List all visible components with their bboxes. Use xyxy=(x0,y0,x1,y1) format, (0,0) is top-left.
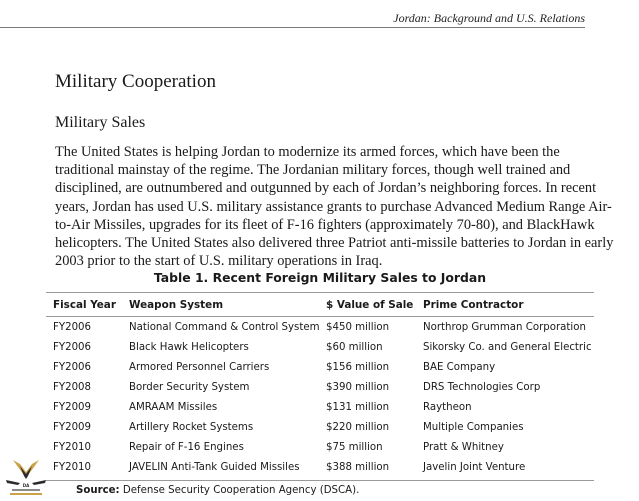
table-source-note xyxy=(76,485,359,496)
cell-contractor: Pratt & Whitney xyxy=(423,442,504,453)
cell-value: $450 million xyxy=(326,322,390,333)
arab-defense-forum-logo-icon xyxy=(4,454,48,498)
table-top-rule xyxy=(46,292,594,293)
body-paragraph: The United States is helping Jordan to modernize its armed forces, which have been the traditional mainstay of the regime. The Jordanian military forces, though well trained and disciplined, are outnumbered and outgunned by each of Jordan’s neighboring forces. In recent years, Jordan has used U.S. military assistance grants to purchase Advanced Medium Range Air-to-Air Missiles, upgrades for its fleet of F-16 fighters (approximately 70-80), and BlackHawk helicopters. The United States also delivered three Patriot anti-missile batteries to Jordan in early 2003 prior to the start of U.S. military operations in Iraq. xyxy=(55,144,614,270)
cell-fiscal-year: FY2009 xyxy=(53,422,92,433)
source-label: Source: xyxy=(76,485,120,496)
cell-value: $220 million xyxy=(326,422,390,433)
cell-fiscal-year: FY2009 xyxy=(53,402,92,413)
cell-weapon-system: Armored Personnel Carriers xyxy=(129,362,270,373)
table-title: Table 1. Recent Foreign Military Sales to Jordan xyxy=(153,270,487,285)
cell-contractor: Sikorsky Co. and General Electric xyxy=(423,342,592,353)
cell-fiscal-year: FY2006 xyxy=(53,362,92,373)
subsection-title: Military Sales xyxy=(55,114,146,131)
source-text: Defense Security Cooperation Agency (DSCA). xyxy=(122,485,360,496)
cell-contractor: Northrop Grumman Corporation xyxy=(423,322,586,333)
cell-weapon-system: National Command & Control System xyxy=(129,322,320,333)
cell-value: $75 million xyxy=(326,442,383,453)
header-value-of-sale: $ Value of Sale xyxy=(326,299,414,311)
cell-fiscal-year: FY2010 xyxy=(53,442,92,453)
cell-weapon-system: JAVELIN Anti-Tank Guided Missiles xyxy=(129,462,300,473)
table-header-rule xyxy=(46,316,594,317)
cell-weapon-system: Black Hawk Helicopters xyxy=(129,342,249,353)
header-fiscal-year: Fiscal Year xyxy=(53,299,116,311)
cell-weapon-system: AMRAAM Missiles xyxy=(129,402,218,413)
cell-contractor: BAE Company xyxy=(423,362,496,373)
cell-value: $60 million xyxy=(326,342,383,353)
cell-contractor: Javelin Joint Venture xyxy=(423,462,526,473)
cell-contractor: Raytheon xyxy=(423,402,472,413)
table-row xyxy=(0,462,639,480)
table-bottom-rule xyxy=(46,480,594,481)
cell-contractor: Multiple Companies xyxy=(423,422,524,433)
running-header xyxy=(0,11,585,28)
running-header-title: Jordan: Background and U.S. Relations xyxy=(393,11,585,25)
cell-fiscal-year: FY2008 xyxy=(53,382,92,393)
table-row xyxy=(0,342,639,360)
cell-value: $390 million xyxy=(326,382,390,393)
table-row xyxy=(0,362,639,380)
table-row xyxy=(0,442,639,460)
cell-fiscal-year: FY2010 xyxy=(53,462,92,473)
cell-contractor: DRS Technologies Corp xyxy=(423,382,541,393)
header-weapon-system: Weapon System xyxy=(129,299,224,311)
cell-weapon-system: Border Security System xyxy=(129,382,250,393)
cell-value: $388 million xyxy=(326,462,390,473)
header-prime-contractor: Prime Contractor xyxy=(423,299,524,311)
table-row xyxy=(0,322,639,340)
section-title: Military Cooperation xyxy=(55,71,216,92)
cell-fiscal-year: FY2006 xyxy=(53,322,92,333)
table-row xyxy=(0,422,639,440)
svg-text:DA: DA xyxy=(22,483,30,488)
table-row xyxy=(0,402,639,420)
table-row xyxy=(0,382,639,400)
cell-weapon-system: Repair of F-16 Engines xyxy=(129,442,244,453)
table-header-row xyxy=(0,299,639,317)
cell-value: $131 million xyxy=(326,402,390,413)
cell-weapon-system: Artillery Rocket Systems xyxy=(129,422,254,433)
cell-value: $156 million xyxy=(326,362,390,373)
cell-fiscal-year: FY2006 xyxy=(53,342,92,353)
